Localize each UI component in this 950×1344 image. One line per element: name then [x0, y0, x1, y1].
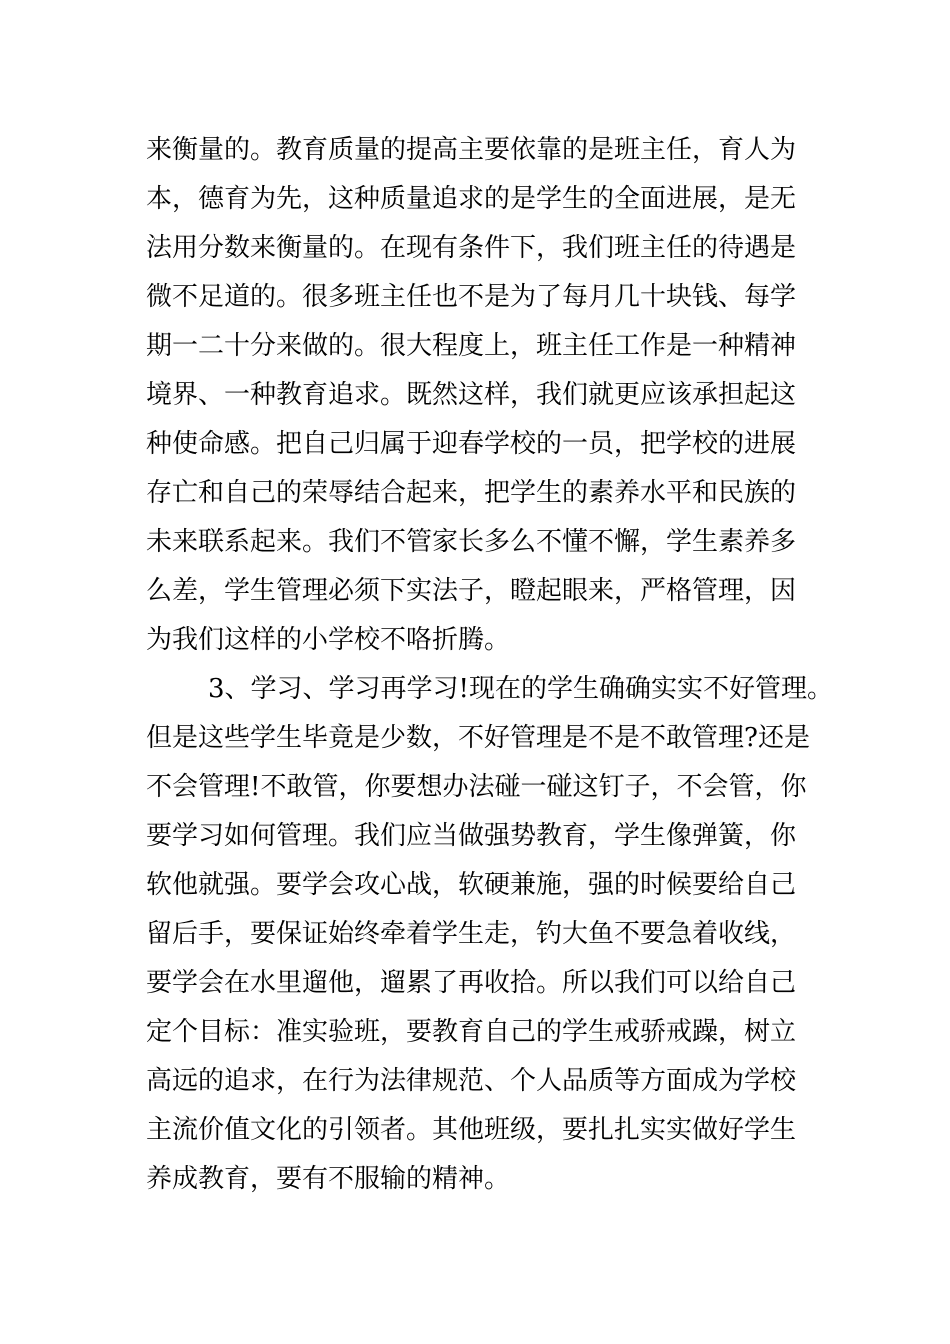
paragraph-line: 定个目标：准实验班，要教育自己的学生戒骄戒躁，树立	[146, 1017, 797, 1047]
paragraph-line: 要学会在水里遛他，遛累了再收拾。所以我们可以给自己	[146, 968, 797, 998]
paragraph-line: 本，德育为先，这种质量追求的是学生的全面进展，是无	[146, 184, 797, 214]
paragraph-line: 法用分数来衡量的。在现有条件下，我们班主任的待遇是	[146, 233, 797, 263]
paragraph-line: 种使命感。把自己归属于迎春学校的一员，把学校的进展	[146, 429, 797, 459]
paragraph-line: 主流价值文化的引领者。其他班级，要扎扎实实做好学生	[146, 1115, 797, 1145]
paragraph-line: 软他就强。要学会攻心战，软硬兼施，强的时候要给自己	[146, 870, 797, 900]
paragraph-line: 未来联系起来。我们不管家长多么不懂不懈，学生素养多	[146, 527, 797, 557]
paragraph-line: 么差，学生管理必须下实法子，瞪起眼来，严格管理，因	[146, 576, 797, 606]
paragraph-line: 留后手，要保证始终牵着学生走，钓大鱼不要急着收线，	[146, 919, 797, 949]
paragraph-line: 高远的追求，在行为法律规范、个人品质等方面成为学校	[146, 1066, 797, 1096]
paragraph-line: 期一二十分来做的。很大程度上，班主任工作是一种精神	[146, 331, 797, 361]
paragraph-line: 但是这些学生毕竟是少数，不好管理是不是不敢管理?还是	[146, 723, 810, 753]
paragraph-line: 3、学习、学习再学习!现在的学生确确实实不好管理。	[208, 674, 833, 704]
paragraph-line: 存亡和自己的荣辱结合起来，把学生的素养水平和民族的	[146, 478, 797, 508]
paragraph-line: 来衡量的。教育质量的提高主要依靠的是班主任，育人为	[146, 135, 797, 165]
document-body	[146, 126, 846, 1204]
paragraph-1	[146, 126, 846, 665]
paragraph-2	[146, 665, 846, 1204]
paragraph-line: 不会管理!不敢管，你要想办法碰一碰这钉子，不会管，你	[146, 772, 807, 802]
paragraph-line: 要学习如何管理。我们应当做强势教育，学生像弹簧，你	[146, 821, 797, 851]
paragraph-line: 境界、一种教育追求。既然这样，我们就更应该承担起这	[146, 380, 797, 410]
paragraph-line: 微不足道的。很多班主任也不是为了每月几十块钱、每学	[146, 282, 797, 312]
paragraph-line: 养成教育，要有不服输的精神。	[146, 1164, 511, 1194]
paragraph-line: 为我们这样的小学校不咯折腾。	[146, 625, 511, 655]
